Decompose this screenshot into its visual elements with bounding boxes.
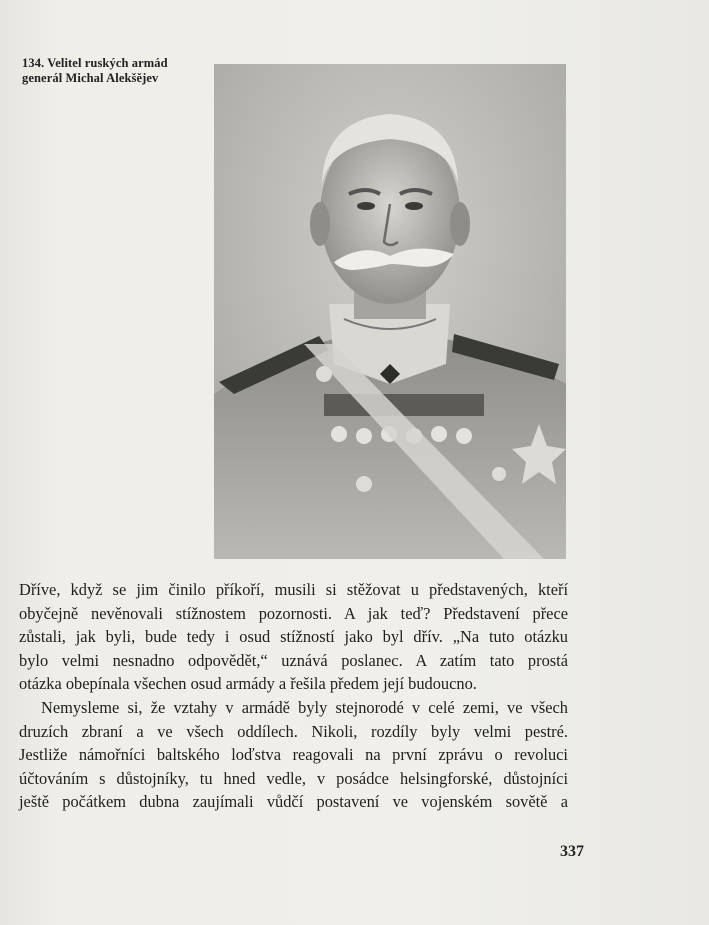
portrait-photo <box>214 64 566 559</box>
text-line: Nemysleme si, že vztahy v armádě byly stejnorodé v celé zemi, ve všech <box>41 697 568 717</box>
text-line: obyčejně nevěnovali stížnostem pozornosti. A jak teď? Představení přece <box>19 603 568 623</box>
text-line: účtováním s důstojníky, tu hned vedle, v posádce helsingforské, důstojníci <box>19 768 568 788</box>
caption-line-1: 134. Velitel ruských armád <box>22 56 168 70</box>
page-number: 337 <box>560 843 584 860</box>
text-line: ještě počátkem dubna zaujímali vůdčí postavení ve vojenském sovětě a <box>19 792 568 812</box>
text-line: druzích zbraní a ve všech oddílech. Nikoli, rozdíly byly velmi pestré. <box>19 721 568 741</box>
text-line: bylo velmi nesnadno odpovědět,“ uznává poslanec. A zatím tato prostá <box>19 650 568 670</box>
body-text <box>19 578 568 814</box>
text-line: Dříve, když se jim činilo příkoří, musili si stěžovat u představených, kteří <box>19 580 568 599</box>
paragraph-1 <box>19 578 568 696</box>
portrait-illustration <box>214 64 566 559</box>
caption-line-2: generál Michal Alekšějev <box>22 71 159 85</box>
text-line: Jestliže námořníci baltského loďstva reagovali na první zprávu o revoluci <box>19 745 568 765</box>
text-line: otázka obepínala všechen osud armády a řešila předem její budoucno. <box>19 674 477 694</box>
paragraph-2 <box>19 696 568 814</box>
photo-caption <box>22 56 212 86</box>
text-line: zůstali, jak byli, bude tedy i osud stížností jako byl dřív. „Na tuto otázku <box>19 627 568 647</box>
